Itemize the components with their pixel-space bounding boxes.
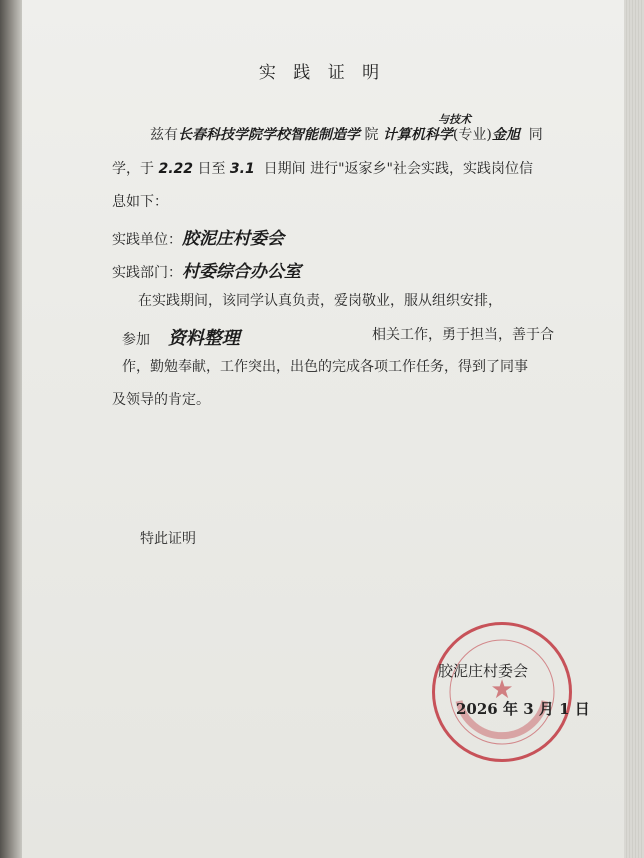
unit-value-handwritten: 胶泥庄村委会 (182, 229, 284, 249)
para1-line3: 息如下： (112, 194, 168, 210)
unit-row (112, 224, 284, 249)
student-name-handwritten: 金旭 (491, 127, 520, 143)
school-handwritten: 长春科技学院学校 (178, 127, 290, 143)
para1-line2-end: 日期间 进行"返家乡"社会实践，实践岗位信 (263, 161, 533, 177)
date-from-handwritten: 2.22 (158, 161, 193, 177)
issuer-name: 胶泥庄村委会 (438, 662, 529, 680)
official-seal: ★ (432, 622, 572, 762)
para1-line2-start: 学，于 (112, 161, 154, 177)
para2-line2 (122, 324, 240, 350)
para2-line4: 及领导的肯定。 (112, 392, 210, 408)
issue-date: 2026 年 3 月 1 日 (456, 700, 590, 718)
paper-stack-edge (624, 0, 644, 858)
college-handwritten: 智能制造学 (290, 127, 360, 143)
page-title: 实 践 证 明 (258, 63, 386, 83)
para2-line3: 作，勤勉奉献，工作突出，出色的完成各项工作任务，得到了同事 (122, 359, 528, 375)
closing-text: 特此证明 (140, 531, 196, 547)
para1-line2 (112, 158, 533, 178)
para1-line1 (150, 124, 543, 144)
para1-tail: 同 (528, 127, 543, 143)
unit-label: 实践单位： (112, 232, 182, 248)
date-to-handwritten: 3.1 (229, 161, 255, 177)
dept-label: 实践部门： (112, 265, 182, 281)
major-note-handwritten: 与技术 (438, 113, 471, 126)
major-suffix: (专业) (452, 127, 492, 143)
work-handwritten: 资料整理 (167, 328, 240, 349)
major-handwritten: 计算机科学 (382, 127, 453, 143)
dept-row (112, 257, 301, 282)
para2-join: 参加 (122, 332, 150, 348)
para1-mid: 日至 (197, 161, 226, 177)
college-suffix: 院 (364, 127, 379, 143)
para2-line2-end: 相关工作，勇于担当，善于合 (372, 327, 554, 343)
para1-prefix: 兹有 (150, 127, 178, 143)
seal-ring (441, 631, 563, 753)
dept-value-handwritten: 村委综合办公室 (182, 262, 301, 282)
para2-line1: 在实践期间，该同学认真负责，爱岗敬业，服从组织安排， (138, 293, 502, 309)
